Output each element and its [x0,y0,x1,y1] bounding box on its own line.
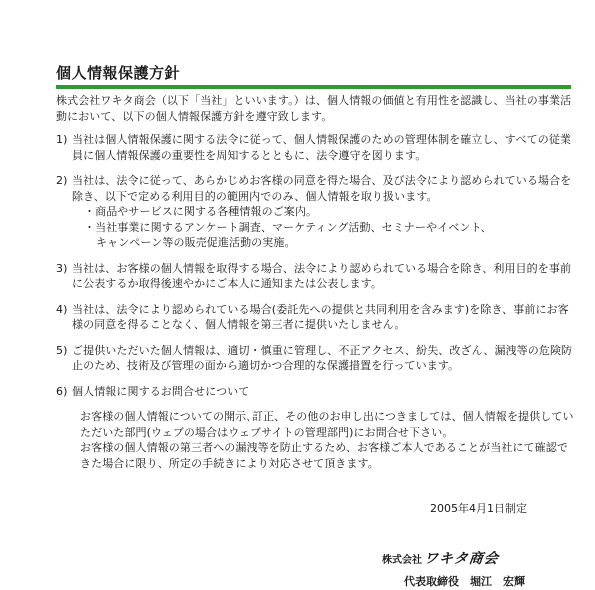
purpose-item: ・商品やサービスに関する各種情報のご案内。 [84,205,318,218]
title-divider [56,85,571,89]
policy-item-6 [56,384,574,400]
item-text: 当社は個人情報保護に関する法令に従って、個人情報保護のための管理体制を確立し、すべての従業員に個人情報保護の重要性を周知するとともに、法令遵守を図ります。 [72,133,572,162]
company-prefix: 株式会社 [382,555,422,566]
representative-signature: 代表取締役 堀江 宏輝 [404,575,525,588]
policy-item-2 [56,173,574,251]
item-text: 当社は、法令に従って、あらかじめお客様の同意を得た場合、及び法令により認められている場合を除き、以下で定める利用目的の範囲内でのみ、個人情報を取り扱います。 [72,174,572,203]
purpose-item-continued: キャンペーン等の販売促進活動の実施。 [96,236,296,249]
policy-item-4 [56,302,574,333]
established-date: 2005年4月1日制定 [430,502,527,515]
intro-paragraph: 株式会社ワキタ商会（以下「当社」といいます。）は、個人情報の価値と有用性を認識し、当社の事業活動において、以下の個人情報保護方針を遵守致します。 [56,94,572,123]
contact-paragraph: お客様の個人情報についての開示､訂正、その他のお申し出につきましては、個人情報を提供していただいた部門(ウェブの場合はウェブサイトの管理部門)にお問合せ下さい。 [80,410,574,439]
policy-item-1 [56,132,574,163]
item-number: 2) [56,174,68,187]
contact-info [80,409,574,471]
contact-paragraph: お客様の個人情報の第三者への漏洩等を防止するため、お客様ご本人であることが当社にて確認できた場合に限り、所定の手続きにより対応させて頂きます。 [80,441,568,470]
item-number: 1) [56,133,68,146]
item-number: 3) [56,261,68,275]
policy-item-3 [56,261,574,292]
item-text: 当社は、法令により認められている場合(委託先への提供と共同利用を含みます)を除き、事前にお客様の同意を得ることなく、個人情報を第三者に提供いたしません。 [72,302,569,331]
policy-body [56,93,574,471]
company-name: ワキタ商会 [423,551,500,567]
policy-item-5 [56,343,574,374]
item-number: 6) [56,384,68,398]
company-logo [382,548,499,568]
item-number: 4) [56,302,68,316]
item-text: ご提供いただいた個人情報は、適切・慎重に管理し、不正アクセス、紛失、改ざん、漏洩等の危険防止のため、技術及び管理の面から適切かつ合理的な保護措置を行っています。 [72,343,573,372]
item-text: 当社は、お客様の個人情報を取得する場合、法令により認められている場合を除き、利用目的を事前に公表するか取得後速やかにご本人に通知または公表します。 [72,261,572,290]
purpose-list [72,204,574,251]
item-text: 個人情報に関するお問合せについて [72,384,250,398]
page-title: 個人情報保護方針 [56,64,181,82]
item-number: 5) [56,343,68,357]
item-body [72,173,574,251]
purpose-item: ・当社事業に関するアンケート調査、マーケティング活動、セミナーやイベント、 [84,220,492,234]
